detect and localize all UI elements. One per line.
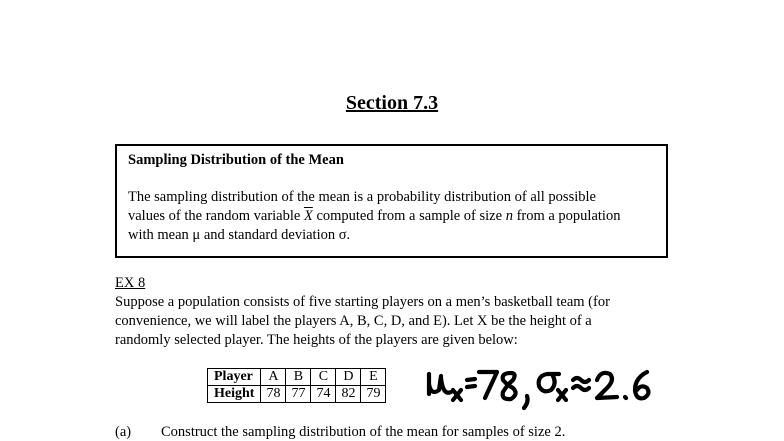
definition-line-2-prefix: values of the random variable <box>128 208 301 224</box>
table-cell-player: C <box>311 369 336 386</box>
part-a-text: Construct the sampling distribution of the mean for samples of size 2. <box>161 424 566 440</box>
sample-size-symbol: n <box>505 208 513 224</box>
table-cell-height: 82 <box>336 386 361 403</box>
part-a-label: (a) <box>115 424 132 440</box>
example-body <box>115 293 675 350</box>
table-cell-height: 74 <box>311 386 336 403</box>
section-title: Section 7.3 <box>345 92 439 114</box>
example-line-2: convenience, we will label the players A, B, C, D, and E). Let X be the height of a <box>115 313 592 329</box>
table-cell-height: 77 <box>286 386 311 403</box>
definition-line-2-suffix: from a population <box>516 208 621 224</box>
table-cell-height: 79 <box>361 386 386 403</box>
definition-line-3: with mean μ and standard deviation σ. <box>128 227 351 243</box>
example-label: EX 8 <box>115 275 146 291</box>
table-row-label: Height <box>208 386 261 403</box>
definition-line-2 <box>128 207 668 226</box>
table-cell-player: A <box>261 369 286 386</box>
definition-body <box>128 188 668 245</box>
definition-line-2-mid: computed from a sample of size <box>316 208 503 224</box>
definition-title: Sampling Distribution of the Mean <box>128 152 344 168</box>
table-header-label: Player <box>208 369 261 386</box>
definition-line-1: The sampling distribution of the mean is a probability distribution of all possible <box>128 189 596 205</box>
table-cell-height: 78 <box>261 386 286 403</box>
table-header-row <box>208 369 386 386</box>
table-cell-player: E <box>361 369 386 386</box>
example-line-3: randomly selected player. The heights of the players are given below: <box>115 332 518 348</box>
x-bar-symbol: $\overline{X}$ <box>303 208 313 224</box>
heights-table <box>207 368 386 403</box>
definition-box <box>115 144 668 258</box>
table-row <box>208 386 386 403</box>
handwritten-note <box>425 366 725 411</box>
table-cell-player: D <box>336 369 361 386</box>
part-a <box>115 424 565 441</box>
example-line-1: Suppose a population consists of five starting players on a men’s basketball team (for <box>115 294 610 310</box>
table-cell-player: B <box>286 369 311 386</box>
